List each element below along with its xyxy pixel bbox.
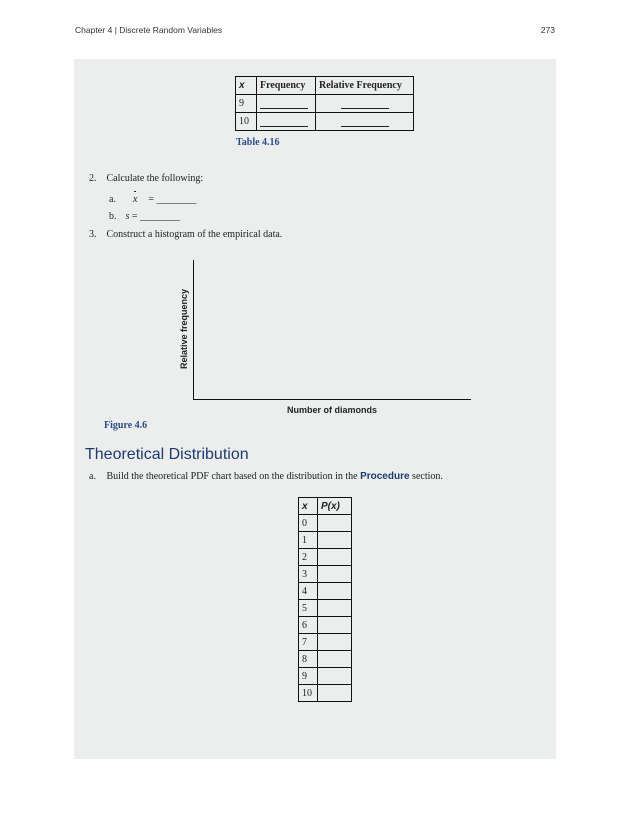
answer-blank: = ________ xyxy=(131,211,181,222)
question-number: 2. xyxy=(89,173,97,184)
cell-relative-frequency xyxy=(316,113,414,131)
table-row xyxy=(236,113,414,131)
cell-px xyxy=(318,617,352,634)
col-header-relative-frequency: Relative Frequency xyxy=(316,77,414,95)
cell-x: 4 xyxy=(299,583,318,600)
table-caption: Table 4.16 xyxy=(236,137,280,148)
cell-frequency xyxy=(257,113,316,131)
question-letter: a. xyxy=(109,194,116,205)
frequency-table xyxy=(235,76,414,131)
pdf-table xyxy=(298,497,352,702)
cell-x: 6 xyxy=(299,617,318,634)
cell-x: 9 xyxy=(236,95,257,113)
cell-x: 9 xyxy=(299,668,318,685)
col-header-frequency: Frequency xyxy=(257,77,316,95)
cell-px xyxy=(318,600,352,617)
item-letter: a. xyxy=(89,471,96,482)
cell-px xyxy=(318,651,352,668)
item-text: Build the theoretical PDF chart based on the distribution in the xyxy=(106,471,358,482)
table-row xyxy=(299,617,352,634)
question-2 xyxy=(89,173,203,184)
cell-x: 10 xyxy=(236,113,257,131)
section-title: Theoretical Distribution xyxy=(85,446,249,463)
table-row xyxy=(236,95,414,113)
cell-x: 5 xyxy=(299,600,318,617)
table-header-row xyxy=(236,77,414,95)
page-number: 273 xyxy=(540,25,555,35)
col-header-x: x xyxy=(299,498,318,515)
table-row xyxy=(299,634,352,651)
s-symbol: s xyxy=(125,211,130,222)
question-letter: b. xyxy=(109,211,117,222)
cell-x: 0 xyxy=(299,515,318,532)
cell-x: 1 xyxy=(299,532,318,549)
cell-px xyxy=(318,583,352,600)
blank-line xyxy=(341,117,389,127)
x-axis xyxy=(193,399,471,400)
cell-px xyxy=(318,685,352,702)
chapter-header: Chapter 4 | Discrete Random Variables xyxy=(75,25,223,35)
question-3 xyxy=(89,229,282,240)
question-2b xyxy=(109,211,180,222)
question-text: Construct a histogram of the empirical data. xyxy=(106,229,283,240)
cell-relative-frequency xyxy=(316,95,414,113)
y-axis xyxy=(193,260,194,399)
table-row xyxy=(299,583,352,600)
table-row xyxy=(299,566,352,583)
x-axis-label: Number of diamonds xyxy=(286,405,378,415)
procedure-link[interactable]: Procedure xyxy=(360,471,410,482)
cell-frequency xyxy=(257,95,316,113)
cell-px xyxy=(318,532,352,549)
cell-x: 8 xyxy=(299,651,318,668)
y-axis-label: Relative frequency xyxy=(179,288,189,370)
table-row xyxy=(299,600,352,617)
cell-x: 7 xyxy=(299,634,318,651)
answer-blank: = ________ xyxy=(148,194,197,205)
table-row xyxy=(299,532,352,549)
cell-px xyxy=(318,515,352,532)
cell-x: 10 xyxy=(299,685,318,702)
table-header-row xyxy=(299,498,352,515)
cell-x: 3 xyxy=(299,566,318,583)
question-text: Calculate the following: xyxy=(106,173,204,184)
table-row xyxy=(299,515,352,532)
cell-x: 2 xyxy=(299,549,318,566)
cell-px xyxy=(318,634,352,651)
blank-line xyxy=(341,99,389,109)
x-bar-symbol: x xyxy=(132,194,138,205)
cell-px xyxy=(318,566,352,583)
table-row xyxy=(299,668,352,685)
col-header-x: x xyxy=(236,77,257,95)
table-row xyxy=(299,651,352,668)
item-text-end: section. xyxy=(412,471,443,482)
pdf-table-body xyxy=(299,515,352,702)
figure-caption: Figure 4.6 xyxy=(104,420,148,431)
cell-px xyxy=(318,549,352,566)
table-row xyxy=(299,685,352,702)
cell-px xyxy=(318,668,352,685)
question-2a xyxy=(109,194,197,205)
col-header-px: P(x) xyxy=(318,498,352,515)
blank-line xyxy=(260,117,308,127)
table-row xyxy=(299,549,352,566)
question-number: 3. xyxy=(89,229,97,240)
blank-line xyxy=(260,99,308,109)
section-item-a xyxy=(89,471,443,482)
